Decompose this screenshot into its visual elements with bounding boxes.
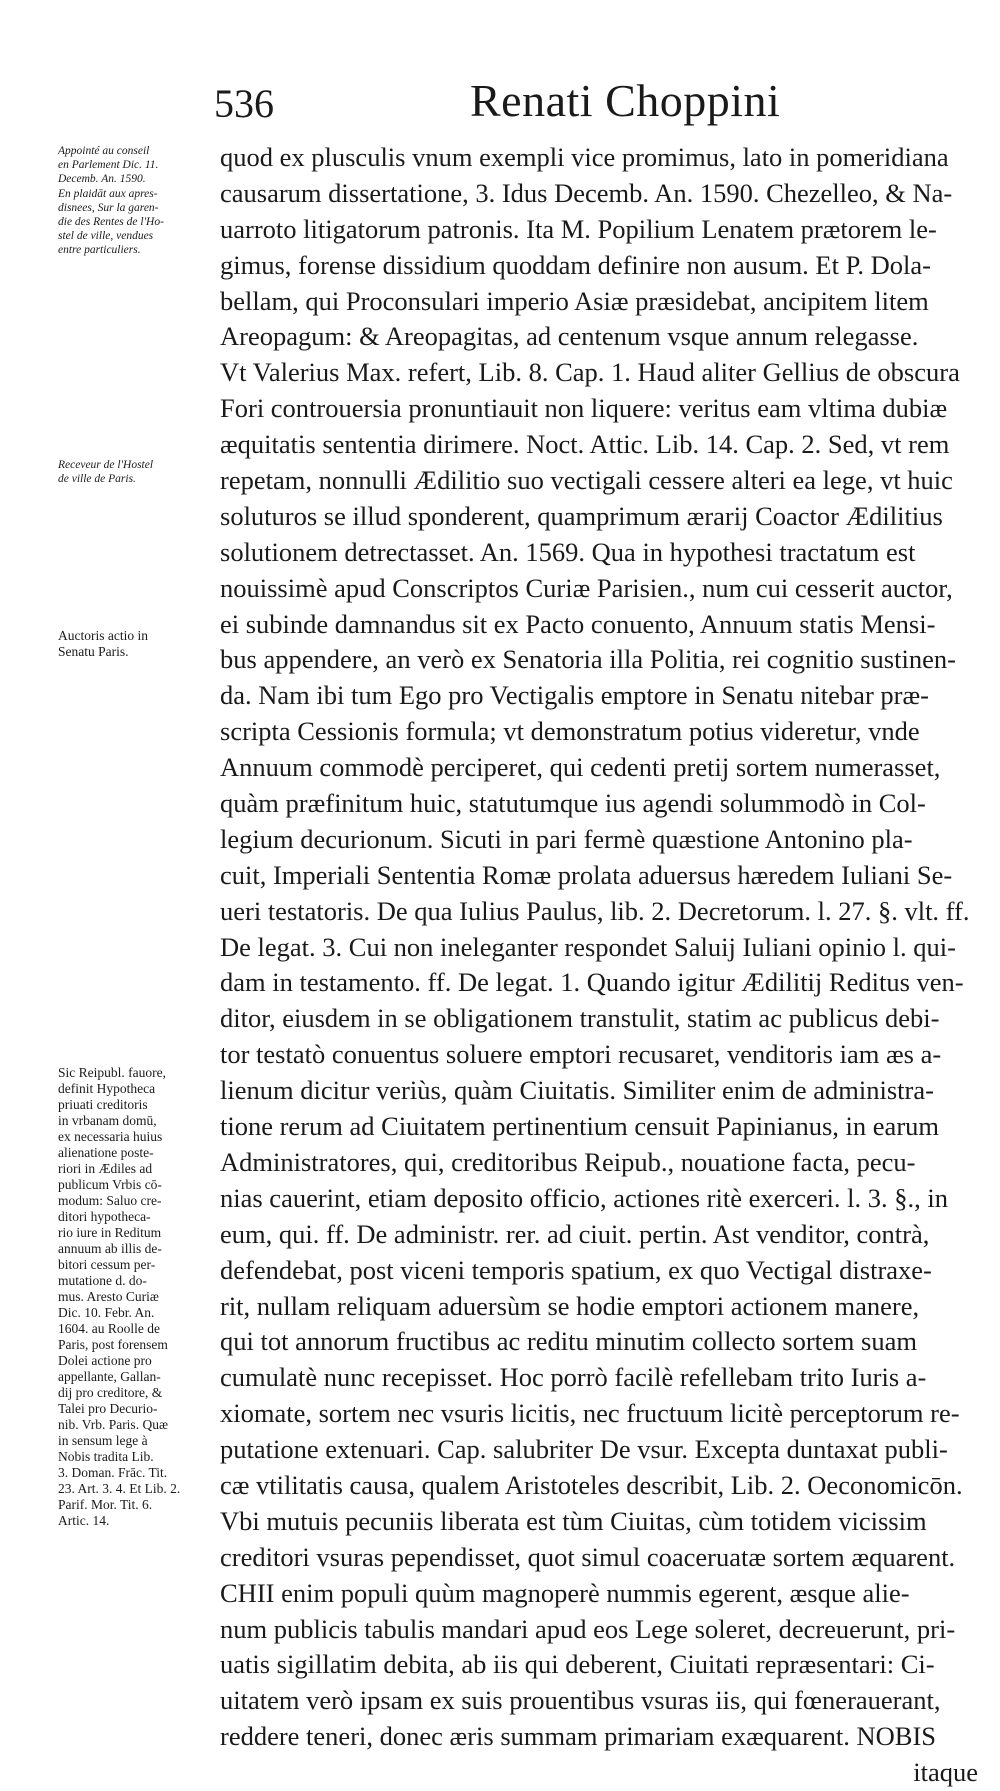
text-line: tor testatò conuentus soluere emptori recusaret, venditoris iam æs a- — [220, 1039, 942, 1070]
page-header — [0, 72, 1000, 132]
text-line: xiomate, sortem nec vsuris licitis, nec fructuum licitè perceptorum re- — [220, 1398, 960, 1429]
margin-note-line: in sensum lege à — [58, 1433, 148, 1448]
text-line: qui tot annorum fructibus ac reditu minutim collecto sortem suam — [220, 1326, 917, 1357]
text-line: ditor, eiusdem in se obligationem transtulit, statim ac publicus debi- — [220, 1003, 940, 1034]
text-line: tione rerum ad Ciuitatem pertinentium censuit Papinianus, in earum — [220, 1111, 940, 1142]
margin-note-line: die des Rentes de l'Ho- — [58, 216, 164, 229]
margin-note-line: mutatione d. do- — [58, 1273, 147, 1288]
text-line: uitatem verò ipsam ex suis prouentibus vsuras iis, qui fœnerauerant, — [220, 1685, 941, 1716]
text-line: dam in testamento. ff. De legat. 1. Quando igitur Ædilitij Reditus ven- — [220, 967, 964, 998]
text-line: lienum dicitur veriùs, quàm Ciuitatis. Similiter enim de administra- — [220, 1075, 934, 1106]
margin-note-line: Dolei actione pro — [58, 1353, 152, 1368]
margin-note — [58, 1065, 216, 1529]
text-line: quod ex plusculis vnum exempli vice promimus, lato in pomeridiana — [220, 142, 949, 172]
text-line: eum, qui. ff. De administr. rer. ad ciuit. pertin. Ast venditor, contrà, — [220, 1218, 930, 1249]
text-line: Vt Valerius Max. refert, Lib. 8. Cap. 1. Haud aliter Gellius de obscura — [220, 357, 960, 388]
margin-note-line: riori in Ædiles ad — [58, 1161, 153, 1176]
text-line: da. Nam ibi tum Ego pro Vectigalis emptore in Senatu nitebar præ- — [220, 680, 929, 711]
margin-note-line: en Parlement Dic. 11. — [58, 159, 159, 172]
margin-note-line: En plaidāt aux apres- — [58, 187, 158, 200]
margin-note-line: Auctoris actio in — [58, 628, 148, 643]
main-text-block — [220, 140, 978, 1791]
text-line: solutionem detrectasset. An. 1569. Qua in hypothesi tractatum est — [220, 536, 916, 567]
text-line: scripta Cessionis formula; vt demonstratum potius videretur, vnde — [220, 716, 920, 747]
margin-note-line: Senatu Paris. — [58, 644, 129, 659]
margin-note-line: ditori hypotheca- — [58, 1209, 151, 1224]
text-line: rit, nullam reliquam aduersùm se hodie emptori actionem manere, — [220, 1290, 920, 1321]
page-number: 536 — [214, 81, 274, 126]
margin-note-line: Receveur de l'Hostel — [58, 459, 154, 471]
text-line: creditori vsuras pependisset, quot simul coaceruatæ sortem æquarent. — [220, 1541, 956, 1572]
text-line: uatis sigillatim debita, ab iis qui deberent, Ciuitati repræsentari: Ci- — [220, 1649, 935, 1680]
margin-note-line: Paris, post forensem — [58, 1337, 168, 1352]
text-line: legium decurionum. Sicuti in pari fermè quæstione Antonino pla- — [220, 823, 913, 854]
margin-note — [58, 458, 216, 486]
margin-note-line: modum: Saluo cre- — [58, 1193, 162, 1208]
margin-note-line: stel de ville, vendues — [58, 230, 154, 243]
text-line: Fori controuersia pronuntiauit non liquere: veritus eam vltima dubiæ — [220, 393, 948, 424]
text-line: Areopagum: & Areopagitas, ad centenum vsque annum relegasse. — [220, 321, 919, 352]
margin-note-line: disnees, Sur la garen- — [58, 201, 159, 214]
text-line: cæ vtilitatis causa, qualem Aristoteles describit, Lib. 2. Oeconomicōn. — [220, 1469, 963, 1500]
running-title: Renati Choppini — [470, 75, 781, 126]
margin-note-line: in vrbanam domū, — [58, 1113, 157, 1128]
text-line: bus appendere, an verò ex Senatoria illa Politia, rei cognitio sustinen- — [220, 644, 956, 675]
text-line: gimus, forense dissidium quoddam definire non ausum. Et P. Dola- — [220, 249, 931, 280]
margin-note-line: Appointé au conseil — [58, 145, 150, 157]
text-line: nouissimè apud Conscriptos Curiæ Parisien., num cui cesserit auctor, — [220, 572, 953, 603]
text-line: ueri testatoris. De qua Iulius Paulus, lib. 2. Decretorum. l. 27. §. vlt. ff. — [220, 895, 970, 926]
margin-note-line: 3. Doman. Frāc. Tit. — [58, 1465, 168, 1480]
margin-note-line: Talei pro Decurio- — [58, 1401, 158, 1416]
catchword: itaque — [913, 1757, 978, 1788]
text-line: quàm præfinitum huic, statutumque ius agendi solummodò in Col- — [220, 788, 926, 819]
margin-note-line: Sic Reipubl. fauore, — [58, 1065, 166, 1080]
text-line: De legat. 3. Cui non ineleganter respondet Saluij Iuliani opinio l. qui- — [220, 931, 956, 962]
margin-note-line: priuati creditoris — [58, 1097, 148, 1112]
margin-note-line: publicum Vrbis cō- — [58, 1177, 162, 1192]
margin-note-line: definit Hypotheca — [58, 1081, 156, 1096]
text-line: repetam, nonnulli Ædilitio suo vectigali cessere alteri ea lege, vt huic — [220, 465, 953, 496]
margin-note-line: 23. Art. 3. 4. Et Lib. 2. — [58, 1481, 181, 1496]
margin-note-line: nib. Vrb. Paris. Quæ — [58, 1417, 168, 1432]
text-line: Administratores, qui, creditoribus Reipub., nouatione facta, pecu- — [220, 1146, 916, 1177]
margin-note-line: appellante, Gallan- — [58, 1369, 161, 1384]
margin-note-line: Decemb. An. 1590. — [58, 173, 146, 186]
margin-note-line: Parif. Mor. Tit. 6. — [58, 1497, 153, 1512]
margin-note — [58, 144, 216, 258]
margin-note-line: rio iure in Reditum — [58, 1225, 162, 1240]
margin-note-line: ex necessaria huius — [58, 1129, 163, 1144]
margin-note-line: annuum ab illis de- — [58, 1241, 162, 1256]
margin-note-line: Dic. 10. Febr. An. — [58, 1305, 155, 1320]
text-line: æquitatis sententia dirimere. Noct. Attic. Lib. 14. Cap. 2. Sed, vt rem — [220, 429, 950, 460]
text-line: Vbi mutuis pecuniis liberata est tùm Ciuitas, cùm totidem vicissim — [220, 1505, 927, 1536]
text-line: nias cauerint, etiam deposito officio, actiones ritè exerceri. l. 3. §., in — [220, 1182, 949, 1213]
margin-note-line: dij pro creditore, & — [58, 1385, 163, 1400]
margin-note-line: entre particuliers. — [58, 244, 141, 257]
text-line: putatione extenuari. Cap. salubriter De vsur. Excepta duntaxat publi- — [220, 1434, 948, 1465]
margin-note-line: Artic. 14. — [58, 1513, 110, 1528]
text-line: causarum dissertatione, 3. Idus Decemb. An. 1590. Chezelleo, & Na- — [220, 177, 953, 208]
margin-note-line: Nobis tradita Lib. — [58, 1449, 154, 1464]
margin-note-line: bitori cessum per- — [58, 1257, 156, 1272]
text-line: cumulatè nunc recepisset. Hoc porrò facilè refellebam trito Iuris a- — [220, 1362, 927, 1393]
text-line: defendebat, post viceni temporis spatium, ex quo Vectigal distraxe- — [220, 1254, 932, 1285]
text-line: bellam, qui Proconsulari imperio Asiæ præsidebat, ancipitem litem — [220, 285, 929, 316]
margin-note-line: de ville de Paris. — [58, 473, 136, 486]
text-line: reddere teneri, donec æris summam primariam exæquarent. NOBIS — [220, 1721, 937, 1752]
margin-note-line: alienatione poste- — [58, 1145, 154, 1160]
margin-note-line: mus. Aresto Curiæ — [58, 1289, 159, 1304]
text-line: CHII enim populi quùm magnoperè nummis egerent, æsque alie- — [220, 1577, 910, 1608]
text-line: Annuum commodè perciperet, qui cedenti pretij sortem numerasset, — [220, 752, 941, 783]
text-line: num publicis tabulis mandari apud eos Lege soleret, decreuerunt, pri- — [220, 1613, 956, 1644]
text-line: ei subinde damnandus sit ex Pacto conuento, Annuum statis Mensi- — [220, 608, 936, 639]
text-line: uarroto litigatorum patronis. Ita M. Popilium Lenatem prætorem le- — [220, 213, 937, 244]
text-line: cuit, Imperiali Sententia Romæ prolata aduersus hæredem Iuliani Se- — [220, 859, 953, 890]
margin-note-line: 1604. au Roolle de — [58, 1321, 160, 1336]
margin-note — [58, 628, 216, 660]
text-line: soluturos se illud sponderent, quamprimum ærarij Coactor Ædilitius — [220, 500, 943, 531]
